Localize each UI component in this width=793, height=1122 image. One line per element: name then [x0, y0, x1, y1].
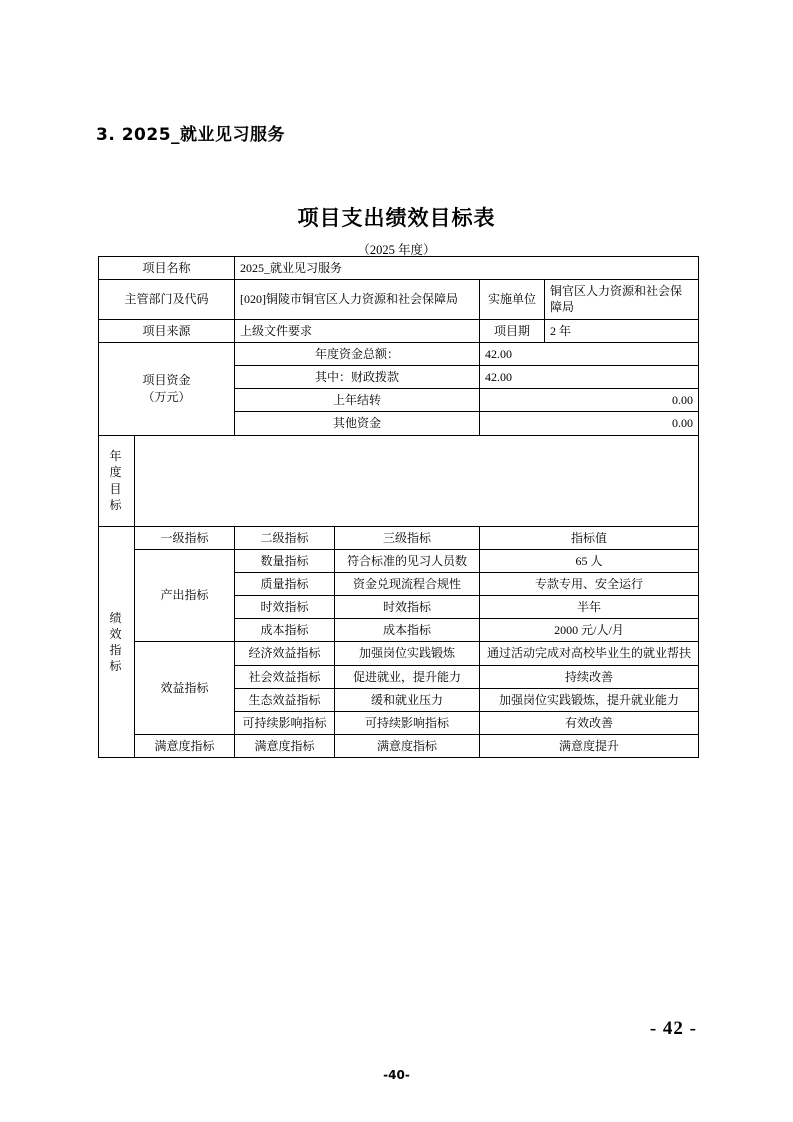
value-fiscal-allocation: 42.00	[480, 365, 699, 388]
cell-value: 半年	[480, 596, 699, 619]
cell-value: 2000 元/人/月	[480, 619, 699, 642]
cell-level2: 时效指标	[235, 596, 335, 619]
header-value: 指标值	[480, 526, 699, 549]
cell-level2: 满意度指标	[235, 735, 335, 758]
cell-level3: 符合标准的见习人员数	[335, 549, 480, 572]
footer-page-number: -40-	[383, 1068, 410, 1082]
label-performance-indicator: 绩 效 指 标	[99, 526, 135, 758]
page-subtitle: （2025 年度）	[357, 243, 436, 257]
page-number: - 42 -	[649, 1018, 697, 1039]
header-level2: 二级指标	[235, 526, 335, 549]
value-annual-goal	[135, 435, 699, 526]
cell-level3: 加强岗位实践锻炼	[335, 642, 480, 665]
cell-level2: 数量指标	[235, 549, 335, 572]
label-department: 主管部门及代码	[99, 280, 235, 319]
label-fiscal-allocation: 其中：财政拨款	[235, 365, 480, 388]
cell-level3: 成本指标	[335, 619, 480, 642]
cell-value: 加强岗位实践锻炼，提升就业能力	[480, 688, 699, 711]
label-project-funds-text: 项目资金	[142, 373, 191, 388]
value-project-name: 2025_就业见习服务	[235, 257, 699, 280]
header-level3: 三级指标	[335, 526, 480, 549]
cell-level2: 质量指标	[235, 572, 335, 595]
cell-level3: 满意度指标	[335, 735, 480, 758]
page-title: 项目支出绩效目标表	[297, 206, 496, 230]
label-annual-total: 年度资金总额：	[235, 342, 480, 365]
table-row-project-name	[99, 257, 699, 280]
cell-level2: 社会效益指标	[235, 665, 335, 688]
cell-value: 满意度提升	[480, 735, 699, 758]
value-implementing-unit: 铜官区人力资源和社会保障局	[545, 280, 699, 319]
table-row-department	[99, 280, 699, 319]
value-project-source: 上级文件要求	[235, 319, 480, 342]
cell-level2: 可持续影响指标	[235, 712, 335, 735]
cell-level3: 促进就业，提升能力	[335, 665, 480, 688]
cell-level2: 生态效益指标	[235, 688, 335, 711]
value-department: [020]铜陵市铜官区人力资源和社会保障局	[235, 280, 480, 319]
table-row-annual-goal	[99, 435, 699, 526]
table-row-annual-total	[99, 342, 699, 365]
cell-level3: 可持续影响指标	[335, 712, 480, 735]
header-level1: 一级指标	[135, 526, 235, 549]
label-project-period: 项目期	[480, 319, 545, 342]
cell-value: 有效改善	[480, 712, 699, 735]
label-project-source: 项目来源	[99, 319, 235, 342]
value-carryover: 0.00	[480, 389, 699, 412]
cell-value: 通过活动完成对高校毕业生的就业帮扶	[480, 642, 699, 665]
cell-value: 持续改善	[480, 665, 699, 688]
cell-level2: 经济效益指标	[235, 642, 335, 665]
group-level1-benefit: 效益指标	[135, 642, 235, 735]
cell-level2: 成本指标	[235, 619, 335, 642]
table-row	[99, 642, 699, 665]
label-project-name: 项目名称	[99, 257, 235, 280]
value-other-funds: 0.00	[480, 412, 699, 435]
cell-level3: 资金兑现流程合规性	[335, 572, 480, 595]
group-level1-satisfaction: 满意度指标	[135, 735, 235, 758]
cell-level3: 缓和就业压力	[335, 688, 480, 711]
label-annual-goal: 年 度 目 标	[99, 435, 135, 526]
table-row-project-source	[99, 319, 699, 342]
section-heading: 3. 2025_就业见习服务	[96, 125, 286, 145]
table-row	[99, 549, 699, 572]
performance-target-table	[98, 256, 699, 758]
cell-level3: 时效指标	[335, 596, 480, 619]
table-row	[99, 735, 699, 758]
label-project-funds	[99, 342, 235, 435]
cell-value: 65 人	[480, 549, 699, 572]
group-level1-output: 产出指标	[135, 549, 235, 642]
label-implementing-unit: 实施单位	[480, 280, 545, 319]
label-project-funds-unit: （万元）	[142, 389, 191, 404]
value-project-period: 2 年	[545, 319, 699, 342]
value-annual-total: 42.00	[480, 342, 699, 365]
cell-value: 专款专用、安全运行	[480, 572, 699, 595]
label-carryover: 上年结转	[235, 389, 480, 412]
label-other-funds: 其他资金	[235, 412, 480, 435]
table-row-indicator-headers	[99, 526, 699, 549]
